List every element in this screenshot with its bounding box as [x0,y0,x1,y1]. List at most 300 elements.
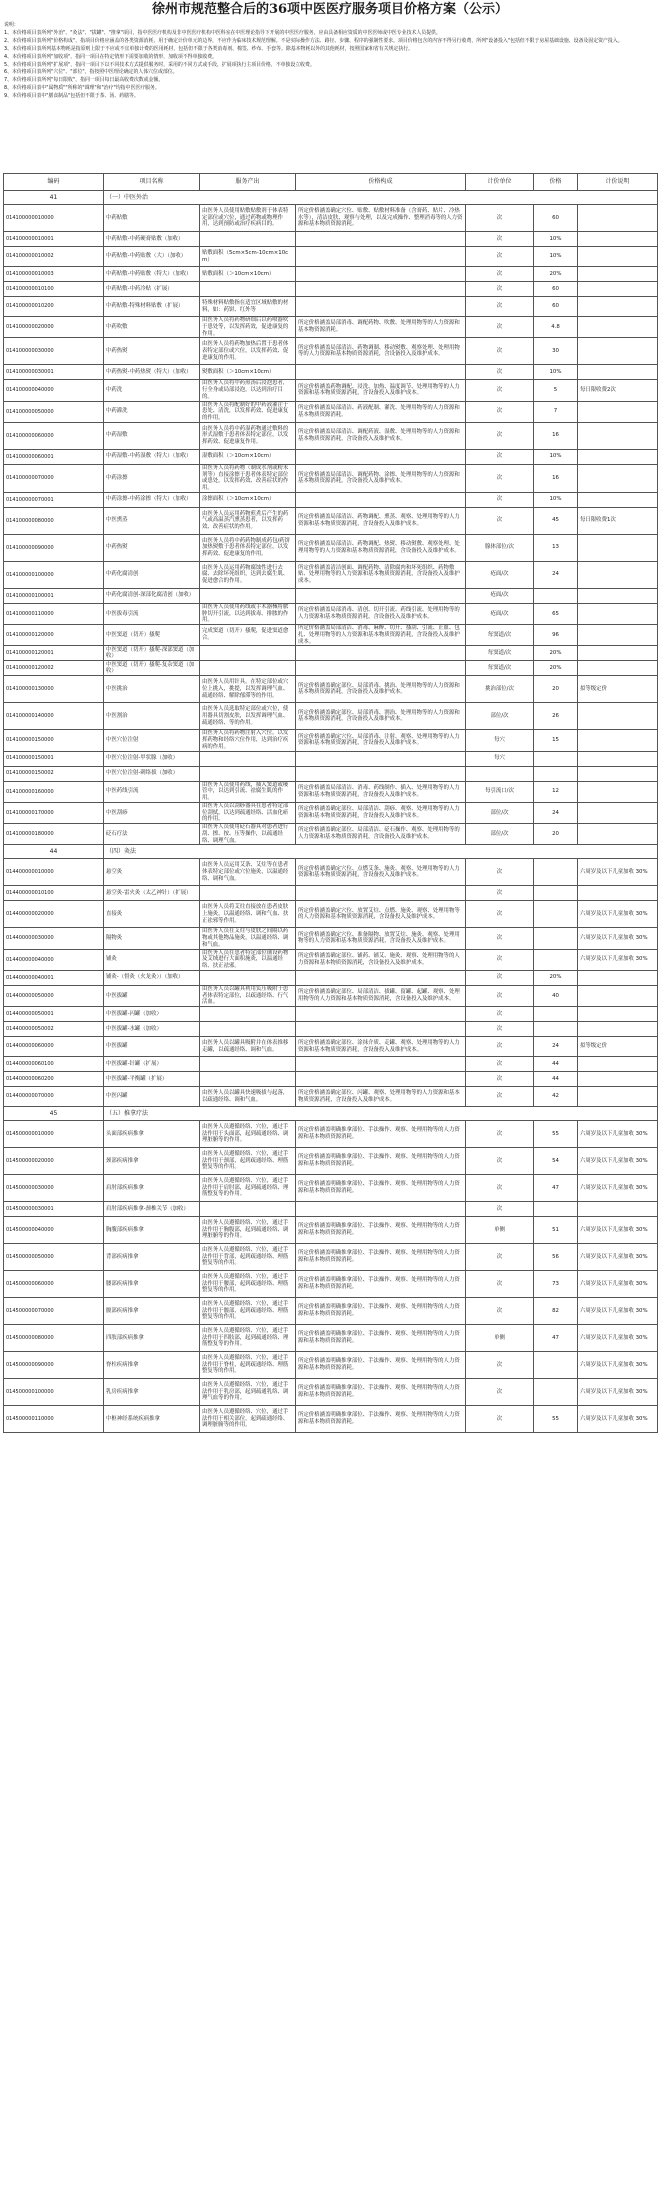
cell-output: 由医务人员将中药药物制成药包/药饼加热熨敷于患者体表特定部位，以发挥药效、促进康复的作用。 [200,534,296,561]
cell-price: 13 [534,534,578,561]
cell-output: 由医务人员选取特定部位或穴位，使用器具切割皮肤，以发挥调理气血、疏通经络、等的作用。 [200,703,296,730]
cell-price: 55 [534,1406,578,1433]
cell-unit: 次 [466,1121,534,1148]
cell-price: 44 [534,1057,578,1072]
cell-name: 悬空灸-雷火灸（太乙神针）（扩展） [104,886,200,901]
header-name: 项目名称 [104,174,200,191]
cell-note: 六周岁及以下儿童加收 30% [578,1406,658,1433]
cell-price [534,949,578,970]
cell-pricing: 所定价格涵盖确定部位、涂抹介质、走罐、观察、处理用物等的人力资源和基本物质资源消耗，含设备投入及维护成本。 [296,1037,466,1057]
cell-price: 10% [534,232,578,247]
table-row [4,859,658,886]
cell-unit: 次 [466,338,534,365]
cell-name: 中医拔罐-针罐（扩展） [104,1057,200,1072]
cell-name: 中药热熨 [104,534,200,561]
table-row [4,232,658,247]
cell-code: 014400000010100 [4,886,104,901]
cell-note [578,422,658,449]
cell-name: 胸腹部疾病推拿 [104,1217,200,1244]
cell-unit: 次 [466,1022,534,1037]
cell-output [200,1202,296,1217]
cell-pricing: 所定价格涵盖确定穴位、贴敷、贴敷材料准备（含膏药、贴片、冷热水等），清洁皮肤、观察与处理，以及完成操作、整理消毒等的人力资源和基本物质资源消耗。 [296,205,466,232]
cell-note [578,703,658,730]
cell-code: 014100000140000 [4,703,104,730]
table-row [4,766,658,781]
table-row [4,949,658,970]
cell-output [200,1007,296,1022]
cell-unit: 次 [466,1175,534,1202]
cell-pricing: 所定价格涵盖局部清洁、消毒、药线制作、插入、处理用物等的人力资源和基本物质资源消耗，含设备投入及维护成本。 [296,781,466,802]
cell-note [578,781,658,802]
table-row [4,970,658,985]
cell-note [578,766,658,781]
cell-code: 014100000180000 [4,824,104,845]
cell-pricing: 所定价格涵盖局部清洁、调配药物、涂擦、处理用物等的人力资源和基本物质资源消耗，含设备投入及维护成本。 [296,464,466,492]
cell-unit: 次 [466,1271,534,1298]
cell-pricing [296,365,466,380]
cell-unit: 每窦道/次 [466,625,534,646]
cell-output: 由医务人员遵循经络、穴位，通过手法作用于髋部，起到疏通经络、理筋整复等的作用。 [200,1298,296,1325]
cell-note [578,282,658,297]
table-row [4,646,658,661]
cell-output: 由医务人员以罐具快速吸拔与起落，以疏通经络、调和气血。 [200,1087,296,1107]
cell-price: 20% [534,970,578,985]
cell-note: 六周岁及以下儿童加收 30% [578,1244,658,1271]
header-code: 编码 [4,174,104,191]
table-row [4,401,658,422]
table-row [4,1379,658,1406]
cell-code: 014100000070000 [4,464,104,492]
cell-note [578,338,658,365]
header-note: 计价说明 [578,174,658,191]
cell-note [578,751,658,766]
cell-price: 24 [534,802,578,823]
cell-pricing [296,1022,466,1037]
table-row [4,1217,658,1244]
cell-pricing [296,970,466,985]
table-row [4,661,658,676]
cell-pricing [296,1057,466,1072]
table-row [4,1325,658,1352]
cell-price: 20 [534,824,578,845]
cell-unit: 次 [466,1298,534,1325]
cell-note: 六周岁及以下儿童加收 30% [578,1217,658,1244]
table-row [4,1057,658,1072]
cell-output [200,766,296,781]
table-row [4,561,658,588]
cell-note: 六周岁及以下儿童加收 30% [578,1298,658,1325]
cell-name: 中药贴敷 [104,205,200,232]
table-row [4,824,658,845]
cell-name: 中药吹敷 [104,317,200,338]
cell-output: 由医务人员遵循经络、穴位，通过手法作用于背部，起到疏通经络、理筋整复等的作用。 [200,1244,296,1271]
cell-output [200,1072,296,1087]
cell-price [534,901,578,928]
cell-note [578,267,658,282]
cell-code: 014100000110000 [4,603,104,624]
cell-code: 014500000080000 [4,1325,104,1352]
cell-unit: 次 [466,1148,534,1175]
cell-price: 60 [534,297,578,317]
table-row [4,901,658,928]
cell-code: 014100000120002 [4,661,104,676]
cell-unit: 每窦道/次 [466,646,534,661]
cell-code: 014500000040000 [4,1217,104,1244]
cell-name: 中药涂擦 [104,464,200,492]
cell-unit: 挑治部位/次 [466,676,534,703]
table-row [4,588,658,603]
cell-pricing: 所定价格涵盖明确推拿部位、手法操作、观察、处理用物等的人力资源和基本物质资源消耗。 [296,1298,466,1325]
cell-note [578,1202,658,1217]
cell-unit: 次 [466,232,534,247]
cell-name: 中医挑治 [104,676,200,703]
cell-code: 014400000040001 [4,970,104,985]
note-line: 8、本价格项目表中"属物质""所称的"调理"和"治疗"均指中医医疗服务。 [4,85,160,92]
cell-note [578,1072,658,1087]
cell-price [534,859,578,886]
cell-note [578,205,658,232]
cell-code: 014100000100001 [4,588,104,603]
table-row [4,1175,658,1202]
cell-price: 20% [534,646,578,661]
cell-name: 中药贴敷-中药贴敷（大）（加收） [104,247,200,267]
section-row [4,845,658,859]
cell-note [578,297,658,317]
cell-price [534,588,578,603]
cell-name: 乳房疾病推拿 [104,1379,200,1406]
cell-note [578,661,658,676]
header-unit: 计价单位 [466,174,534,191]
cell-note [578,625,658,646]
cell-code: 014100000070001 [4,492,104,507]
cell-unit: 次 [466,401,534,422]
table-row [4,464,658,492]
cell-price: 65 [534,603,578,624]
cell-output: 由医务人员运用艾条、艾炷等在患者体表特定部位或穴位施灸，以温通经络、调和气血。 [200,859,296,886]
cell-pricing [296,886,466,901]
cell-output: 特殊材料贴敷指在适宜区域贴敷的材料，如：药饼、红外等 [200,297,296,317]
cell-output [200,886,296,901]
cell-pricing: 所定价格涵盖确定部位、闪罐、观察、处理用物等的人力资源和基本物质资源消耗，含设备投入及维护成本。 [296,1087,466,1107]
cell-name: 中药洗 [104,380,200,401]
cell-pricing [296,247,466,267]
cell-name: 直接灸 [104,901,200,928]
cell-code: 014100000050000 [4,401,104,422]
cell-note [578,588,658,603]
cell-output [200,970,296,985]
cell-pricing [296,297,466,317]
table-row [4,365,658,380]
cell-name: 中药热熨-中药热熨（特大）（加收） [104,365,200,380]
cell-name: 颈部疾病推拿 [104,1148,200,1175]
cell-code: 014100000150002 [4,766,104,781]
table-row [4,267,658,282]
cell-pricing: 所定价格涵盖确定部位、局部清洁、拔罐、留罐、起罐、观察、处理用物等的人力资源和基本物质资源消耗，含设备投入及维护成本。 [296,985,466,1006]
cell-pricing [296,492,466,507]
table-row [4,422,658,449]
cell-unit: 次 [466,1037,534,1057]
cell-note [578,824,658,845]
cell-output: 由医务人员运用药物煎煮后产生的药气或高温蒸汽熏蒸患者，以发挥药效、改善症状的作用。 [200,507,296,534]
cell-unit: 部位/次 [466,824,534,845]
cell-name: 中医窦道（切开）搔爬-复杂窦道（加收） [104,661,200,676]
cell-price: 10% [534,492,578,507]
table-row [4,1406,658,1433]
table-row [4,781,658,802]
cell-output: 由医务人员将药物（制成水剂或粉末剂等）直接涂擦于患者体表特定部位或患处，以发挥药效、改善症状的作用。 [200,464,296,492]
cell-output: 由医务人员将艾炷直接放在患者皮肤上施灸，以温通经络、调和气血、扶正祛邪等作用。 [200,901,296,928]
cell-name: 中医穴位注射 [104,730,200,751]
table-row [4,1271,658,1298]
cell-note [578,970,658,985]
cell-unit: 次 [466,247,534,267]
cell-name: 中医窦道（切开）搔爬 [104,625,200,646]
cell-code: 014100000030001 [4,365,104,380]
cell-output: 由医务人员在患者特定部位铺设药物及艾绒进行大面积施灸，以温通经络、扶正祛邪。 [200,949,296,970]
section-row [4,191,658,205]
note-line: 6、本价格项目表所列"穴位"、"部位"，指按照中医理论确定的人体穴位或部位。 [4,69,178,76]
cell-name: 悬空灸 [104,859,200,886]
cell-code: 014400000060200 [4,1072,104,1087]
note-line: 9、本价格项目表中"膳食制品"包括但不限于茶、汤、药膳等。 [4,93,139,100]
cell-pricing [296,1007,466,1022]
table-row [4,205,658,232]
cell-output: 由医务人员用针具，在特定部位或穴位上挑入，挑提，以发挥调理气血、疏通经络、解除郁滞等的作用。 [200,676,296,703]
cell-note [578,802,658,823]
cell-output: 由医务人员将药物注射入穴位，以发挥药物和经络穴位作用，达到治疗疾病的作用。 [200,730,296,751]
cell-note [578,534,658,561]
cell-note [578,247,658,267]
cell-output: 由医务人员将中药湿药物通过敷料的形式湿敷于患者体表特定部位，以发挥药效、促进康复作用。 [200,422,296,449]
cell-output: 湿敷面积（＞10cm×10cm） [200,449,296,464]
cell-price: 10% [534,449,578,464]
cell-price: 10% [534,365,578,380]
cell-pricing: 所定价格涵盖局部清洁、药液配制、灌洗、处理用物等的人力资源和基本物质资源消耗。 [296,401,466,422]
cell-code: 014100000020000 [4,317,104,338]
cell-name: 中医闪罐 [104,1087,200,1107]
cell-note [578,1057,658,1072]
note-line: 1、本价格项目表所列"外治"、"灸法"、"拔罐"、"推拿"项目，指中医医疗机构及非中医医疗机构中医科室在中医理论指导下开展的中医医疗服务，应由具备相应资质的中医医师或中医专业技术人员提供。 [4,29,441,36]
cell-unit: 次 [466,380,534,401]
cell-unit: 每引流口/次 [466,781,534,802]
cell-price: 30 [534,338,578,365]
cell-pricing: 所定价格涵盖确定部位、局部清洁、砭石操作、观察、处理用物等的人力资源和基本物质资源消耗，含设备投入及维护成本。 [296,824,466,845]
cell-unit: 每窦道/次 [466,661,534,676]
cell-note: 六周岁及以下儿童加收 30% [578,1175,658,1202]
cell-unit: 次 [466,492,534,507]
price-table [3,173,658,1433]
cell-unit: 部位/次 [466,703,534,730]
cell-unit: 次 [466,1244,534,1271]
cell-name: 中医拔罐-闪罐（加收） [104,1007,200,1022]
note-line: 5、本价格项目表所列"扩展项"，指同一项目下以不同技术方式提供服务时，采用的不同方式或手段，扩展项执行主项目价格，不单独设立收费。 [4,61,315,68]
cell-price [534,886,578,901]
cell-code: 014400000020000 [4,901,104,928]
cell-note: 六周岁及以下儿童加收 30% [578,1121,658,1148]
cell-name: 背部疾病推拿 [104,1244,200,1271]
cell-pricing: 所定价格涵盖清洁创面、调配药物、清除腐肉和坏死组织、药物敷贴、处理用物等的人力资源和基本物质资源消耗，含设备投入及维护成本。 [296,561,466,588]
cell-unit: 次 [466,1352,534,1379]
cell-note: 拟等级定价 [578,1037,658,1057]
cell-output: 由医务人员将药物研细后以药喷器吹于患处等，以发挥药效，促进康复的作用。 [200,317,296,338]
cell-unit: 次 [466,297,534,317]
cell-price [534,751,578,766]
cell-note: 拟等级定价 [578,676,658,703]
cell-code: 014400000070000 [4,1087,104,1107]
cell-price: 20 [534,676,578,703]
cell-price: 45 [534,507,578,534]
cell-price: 47 [534,1175,578,1202]
cell-pricing: 所定价格涵盖局部清洁、调配药液、湿敷、处理用物等的人力资源和基本物质资源消耗，含设备投入及维护成本。 [296,422,466,449]
cell-output [200,282,296,297]
cell-unit: 次 [466,422,534,449]
cell-code: 014100000010001 [4,232,104,247]
table-row [4,1121,658,1148]
cell-unit: 次 [466,949,534,970]
cell-unit: 单侧 [466,1217,534,1244]
cell-code: 014100000060001 [4,449,104,464]
cell-output: 由医务人员将配制好的中药液灌注于患处、清洗，以发挥药效、促进康复的作用。 [200,401,296,422]
cell-code: 014500000090000 [4,1352,104,1379]
cell-name: 中医熏蒸 [104,507,200,534]
table-row [4,338,658,365]
cell-pricing: 所定价格涵盖确定穴位、放置艾炷、点燃、施灸、观察、处理用物等的人力资源和基本物质资源消耗，含设备投入及维护成本。 [296,901,466,928]
cell-output: 贴敷面积（＞10cm×10cm） [200,267,296,282]
cell-price: 24 [534,561,578,588]
table-row [4,751,658,766]
cell-pricing: 所定价格涵盖明确推拿部位、手法操作、观察、处理用物等的人力资源和基本物质资源消耗。 [296,1325,466,1352]
cell-note: 六周岁及以下儿童加收 30% [578,1325,658,1352]
cell-price [534,1022,578,1037]
cell-name: 四肢部疾病推拿 [104,1325,200,1352]
cell-price: 44 [534,1072,578,1087]
cell-pricing: 所定价格涵盖明确推拿部位、手法操作、观察、处理用物等的人力资源和基本物质资源消耗。 [296,1217,466,1244]
cell-price [534,1352,578,1379]
cell-price: 54 [534,1148,578,1175]
cell-output: 由医务人员遵循经络、穴位，通过手法作用于腰部，起到疏通经络、理筋整复等的作用。 [200,1271,296,1298]
cell-pricing: 所定价格涵盖局部清洁、药物调配、熏蒸、观察、处理用物等的人力资源和基本物质资源消耗，含设备投入及维护成本。 [296,507,466,534]
cell-price: 55 [534,1121,578,1148]
cell-note [578,401,658,422]
cell-output: 熨敷面积（＞10cm×10cm） [200,365,296,380]
cell-price: 10% [534,247,578,267]
cell-price: 60 [534,205,578,232]
cell-unit: 疮面/次 [466,603,534,624]
cell-name: 中医拔罐 [104,985,200,1006]
cell-code: 014400000050000 [4,985,104,1006]
cell-price: 20% [534,267,578,282]
table-row [4,247,658,267]
cell-code: 014500000020000 [4,1148,104,1175]
cell-pricing: 所定价格涵盖明确推拿部位、手法操作、观察、处理用物等的人力资源和基本物质资源消耗。 [296,1406,466,1433]
table-row [4,886,658,901]
cell-output [200,751,296,766]
cell-code: 014500000010000 [4,1121,104,1148]
cell-unit: 次 [466,1406,534,1433]
cell-code: 014500000100000 [4,1379,104,1406]
cell-code: 014100000010003 [4,267,104,282]
cell-name: 中药贴敷-特殊材料贴敷（扩展） [104,297,200,317]
table-row [4,802,658,823]
cell-note [578,1007,658,1022]
cell-price [534,1007,578,1022]
cell-note: 六周岁及以下儿童加收 30% [578,949,658,970]
page-title: 徐州市规范整合后的36项中医医疗服务项目价格方案（公示） [151,2,509,17]
cell-output: 涂擦面积（＞10cm×10cm） [200,492,296,507]
table-row [4,603,658,624]
notes-block [0,20,660,173]
cell-pricing: 所定价格涵盖明确推拿部位、手法操作、观察、处理用物等的人力资源和基本物质资源消耗。 [296,1244,466,1271]
table-row [4,928,658,949]
cell-name: 中药热熨 [104,338,200,365]
table-row [4,1087,658,1107]
table-header-row [4,174,658,191]
table-row [4,492,658,507]
cell-price: 20% [534,661,578,676]
table-row [4,625,658,646]
cell-pricing: 所定价格涵盖明确推拿部位、手法操作、观察、处理用物等的人力资源和基本物质资源消耗。 [296,1175,466,1202]
cell-code: 014400000060000 [4,1037,104,1057]
cell-name: 中医拔罐 [104,1037,200,1057]
header-price: 价格 [534,174,578,191]
cell-output: 由医务人员以罐具吸附并在体表推移走罐，以疏通经络、调和气血。 [200,1037,296,1057]
cell-unit: 次 [466,1379,534,1406]
cell-name: 中药化腐清创 [104,561,200,588]
cell-name: 中医穴位注射-刺络拔（加收） [104,766,200,781]
cell-name: 中药贴敷-中药冷贴（扩展） [104,282,200,297]
cell-name: 中医刮痧 [104,802,200,823]
cell-unit: 次 [466,205,534,232]
cell-name: 脊柱疾病推拿 [104,1352,200,1379]
cell-pricing: 所定价格涵盖明确推拿部位、手法操作、观察、处理用物等的人力资源和基本物质资源消耗。 [296,1352,466,1379]
table-row [4,317,658,338]
cell-name: 中医药线引流 [104,781,200,802]
cell-name: 中药贴敷-中药贴敷（特大）（加收） [104,267,200,282]
cell-note [578,985,658,1006]
cell-note [578,492,658,507]
cell-name: 铺灸 [104,949,200,970]
cell-note [578,232,658,247]
cell-code: 014100000120001 [4,646,104,661]
section-id: 45 [4,1107,104,1121]
cell-name: 头面部疾病推拿 [104,1121,200,1148]
cell-unit: 次 [466,282,534,297]
cell-output: 由医务人员以罐具利用负压吸附于患者体表特定部位，以疏通经络、行气活血。 [200,985,296,1006]
cell-unit: 次 [466,985,534,1006]
cell-price: 15 [534,730,578,751]
cell-pricing [296,449,466,464]
cell-price: 24 [534,1037,578,1057]
cell-code: 014100000080000 [4,507,104,534]
cell-pricing: 所定价格涵盖明确推拿部位、手法操作、观察、处理用物等的人力资源和基本物质资源消耗。 [296,1148,466,1175]
cell-output: 由医务人员将中药煎汤后浸泡患者，行全身或局部浸泡，以达到治疗目的。 [200,380,296,401]
cell-code: 014500000070000 [4,1298,104,1325]
cell-price: 96 [534,625,578,646]
cell-note [578,464,658,492]
cell-code: 014100000150000 [4,730,104,751]
cell-unit: 每穴 [466,751,534,766]
cell-pricing: 所定价格涵盖确定部位、局部消毒、挑治、处理用物等的人力资源和基本物质资源消耗，含设备投入及维护成本。 [296,676,466,703]
cell-price: 51 [534,1217,578,1244]
cell-name: 中医穴位注射-甲状腺（加收） [104,751,200,766]
cell-code: 014100000150001 [4,751,104,766]
cell-pricing: 所定价格涵盖局部清洁、药物调制、移动熨敷、观察处理、处理用物等的人力资源和基本物质资源消耗，含设备投入及维护成本。 [296,338,466,365]
cell-unit: 次 [466,1057,534,1072]
cell-code: 014100000090000 [4,534,104,561]
section-row [4,1107,658,1121]
cell-unit: 次 [466,449,534,464]
cell-pricing: 所定价格涵盖确定穴位、准备隔物、放置艾炷、施灸、观察、处理用物等的人力资源和基本物质资源消耗，含设备投入及维护成本。 [296,928,466,949]
